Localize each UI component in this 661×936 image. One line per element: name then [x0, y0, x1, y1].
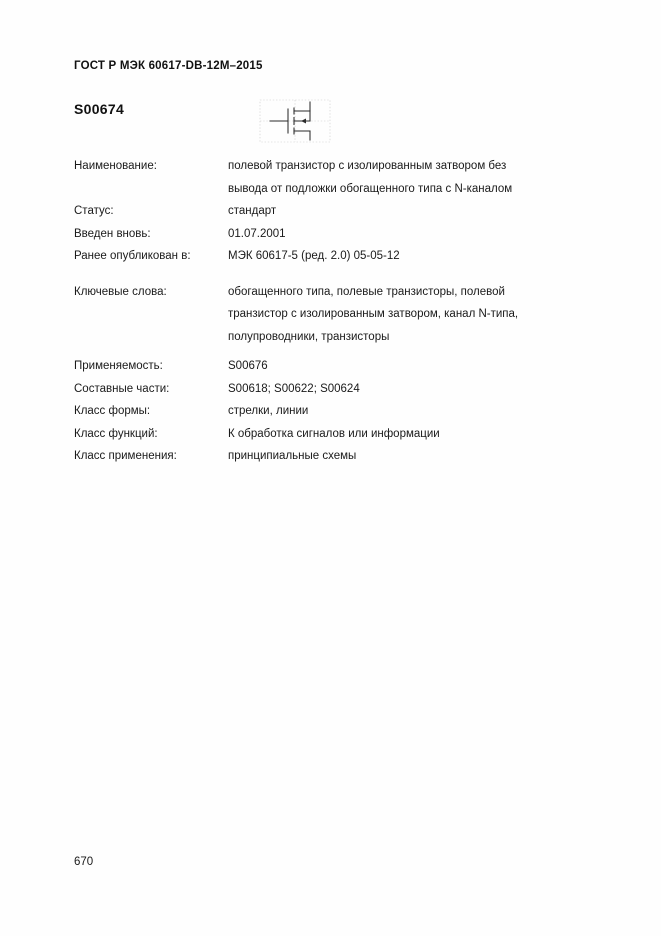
field-value-line: полупроводники, транзисторы [228, 330, 390, 343]
field-label: Составные части: [74, 382, 170, 395]
field-row-introduced [74, 223, 594, 246]
field-label: Ключевые слова: [74, 285, 167, 298]
field-value [228, 400, 594, 423]
field-row-components [74, 378, 594, 401]
field-value [228, 245, 594, 268]
field-value-line: S00618; S00622; S00624 [228, 382, 360, 395]
field-value [228, 378, 594, 401]
field-value [228, 355, 594, 378]
field-value-line: К обработка сигналов или информации [228, 427, 440, 440]
field-label: Класс формы: [74, 405, 151, 417]
field-value [228, 200, 594, 223]
field-label: Класс функций: [74, 427, 158, 440]
metadata-field-list [74, 155, 594, 468]
field-value-line: стандарт [228, 205, 277, 217]
field-value-line: 01.07.2001 [228, 227, 286, 240]
field-row-status [74, 200, 594, 223]
field-value [228, 445, 594, 468]
field-value-line: транзистор с изолированным затвором, канал N-типа, [228, 308, 519, 320]
field-row-previously-published [74, 245, 594, 268]
field-value-line: МЭК 60617-5 (ред. 2.0) 05-05-12 [228, 250, 400, 262]
field-row-name [74, 155, 594, 200]
field-value-line: вывода от подложки обогащенного типа с N-каналом [228, 182, 513, 195]
field-value-line: стрелки, линии [228, 405, 309, 417]
field-value-line: принципиальные схемы [228, 450, 357, 462]
field-value-line: полевой транзистор с изолированным затвором без [228, 160, 507, 172]
field-value [228, 223, 594, 246]
field-value-line: S00676 [228, 360, 268, 372]
field-label: Ранее опубликован в: [74, 250, 191, 262]
field-label: Класс применения: [74, 450, 177, 462]
page-number: 670 [74, 856, 94, 868]
document-standard-header: ГОСТ Р МЭК 60617-DB-12M–2015 [74, 60, 263, 72]
field-value [228, 423, 594, 446]
mosfet-enhancement-n-channel-icon [258, 98, 332, 144]
field-row-applicability [74, 355, 594, 378]
field-row-keywords [74, 281, 594, 349]
field-label: Применяемость: [74, 360, 163, 372]
field-row-shape-class [74, 400, 594, 423]
field-value-line: обогащенного типа, полевые транзисторы, полевой [228, 285, 505, 298]
field-label: Наименование: [74, 160, 157, 172]
page-title: S00674 [74, 101, 125, 117]
field-value [228, 281, 594, 349]
field-label: Введен вновь: [74, 227, 151, 240]
field-row-application-class [74, 445, 594, 468]
field-value [228, 155, 594, 200]
field-label: Статус: [74, 205, 114, 217]
field-row-function-class [74, 423, 594, 446]
